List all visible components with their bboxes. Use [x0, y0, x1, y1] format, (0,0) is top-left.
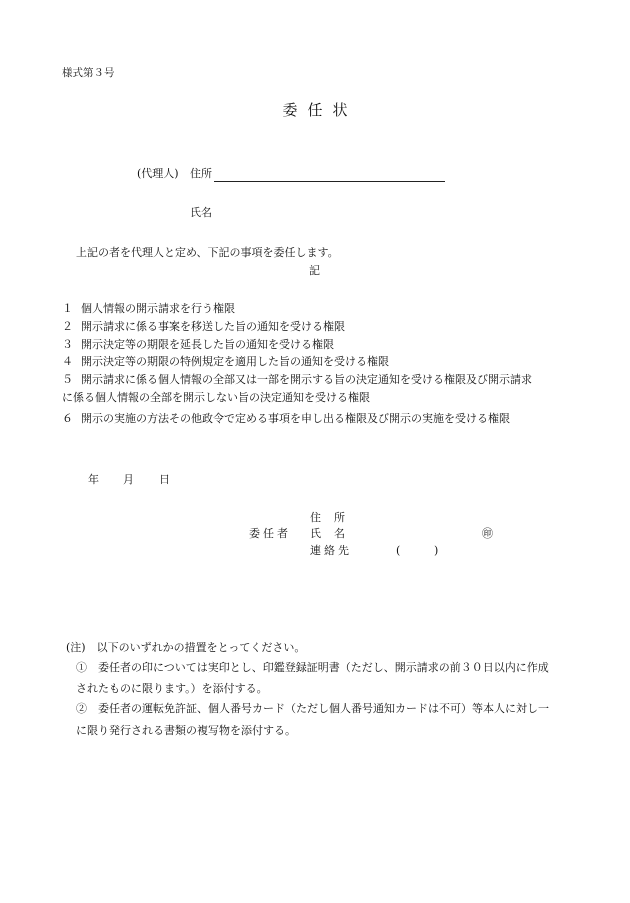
authority-number: ６ — [62, 412, 73, 425]
agent-label: (代理人) — [137, 167, 179, 180]
note-item-1: ① 委任者の印については実印とし、印鑑登録証明書（ただし、開示請求の前３０日以内に作成 — [76, 661, 549, 674]
contact-paren-open: ( — [396, 544, 401, 557]
seal-mark: ㊞ — [482, 527, 493, 540]
authority-text: 開示請求に係る個人情報の全部又は一部を開示する旨の決定通知を受ける権限及び開示請求 — [81, 373, 532, 386]
authority-number: １ — [62, 302, 73, 315]
principal-address-label: 住所 — [310, 511, 358, 524]
note-heading: (注) 以下のいずれかの措置をとってください。 — [66, 641, 306, 654]
authority-text: 開示請求に係る事案を移送した旨の通知を受ける権限 — [81, 320, 345, 333]
contact-paren-close: ) — [434, 544, 439, 557]
note-item-2-continuation: に限り発行される書類の複写物を添付する。 — [76, 724, 296, 737]
authority-number: ３ — [62, 338, 73, 351]
authority-item-4 — [62, 356, 389, 367]
authority-number: ２ — [62, 320, 73, 333]
authority-item-2 — [62, 321, 345, 332]
authority-text: 開示の実施の方法その他政令で定める事項を申し出る権限及び開示の実施を受ける権限 — [81, 412, 510, 425]
principal-label: 委任者 — [249, 527, 291, 540]
authority-text: 開示決定等の期限の特例規定を適用した旨の通知を受ける権限 — [81, 355, 389, 368]
authority-text: 個人情報の開示請求を行う権限 — [81, 302, 235, 315]
form-number: 様式第３号 — [62, 67, 115, 79]
authority-item-5 — [62, 374, 532, 385]
date-year-label: 年 — [88, 473, 99, 486]
authority-item-6 — [62, 413, 510, 424]
agent-address-label: 住所 — [190, 167, 212, 180]
principal-contact-label: 連絡先 — [310, 544, 352, 557]
agent-address-line — [214, 181, 445, 182]
page-title: 委任状 — [282, 101, 358, 119]
authority-number: ４ — [62, 355, 73, 368]
authority-item-5-continuation: に係る個人情報の全部を開示しない旨の決定通知を受ける権限 — [62, 391, 370, 404]
principal-name-label: 氏名 — [310, 527, 358, 540]
note-item-2: ② 委任者の運転免許証、個人番号カード（ただし個人番号通知カードは不可）等本人に対し一 — [76, 702, 549, 715]
date-month-label: 月 — [123, 473, 134, 486]
note-item-1-continuation: されたものに限ります。）を添付する。 — [76, 682, 268, 695]
authority-text: 開示決定等の期限を延長した旨の通知を受ける権限 — [81, 338, 334, 351]
intro-text: 上記の者を代理人と定め、下記の事項を委任します。 — [76, 246, 339, 259]
date-day-label: 日 — [159, 473, 170, 486]
authority-item-1 — [62, 303, 235, 314]
authority-number: ５ — [62, 373, 73, 386]
agent-name-label: 氏名 — [190, 206, 212, 219]
authority-item-3 — [62, 339, 334, 350]
ki-mark: 記 — [309, 264, 320, 277]
